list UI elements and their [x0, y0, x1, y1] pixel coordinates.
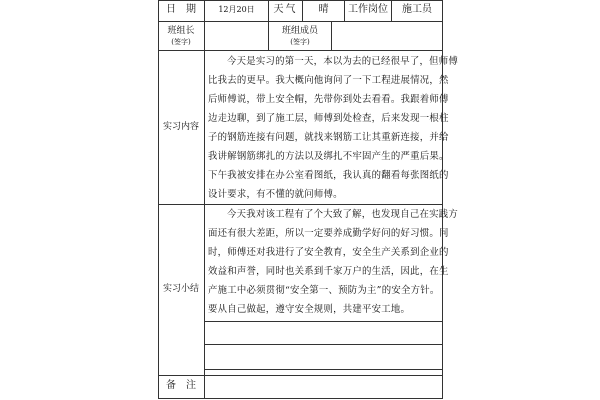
table-ruled-line [204, 344, 443, 345]
internship-log-form [158, 0, 459, 400]
content-line: 今天是实习的第一天，本以为去的已经很早了，但师傅 [227, 56, 459, 67]
team-leader-label: 班组长 [167, 26, 195, 36]
team-leader-sign-note: (签字) [171, 38, 191, 46]
content-line: 下午我被安排在办公室看图纸，我认真的翻看每张图纸的 [208, 170, 449, 181]
content-line: 后师傅说，带上安全帽，先带你到处去看看。我跟着师傅 [208, 94, 449, 105]
summary-line: 要从自己做起，遵守安全规则，共建平安工地。 [208, 304, 411, 315]
summary-line: 今天我对该工程有了个大致了解，也发现自己在实践方 [227, 209, 459, 220]
date-value: 12月20日 [218, 5, 255, 14]
summary-line: 面还有很大差距，所以一定要养成勤学好问的好习惯。同 [208, 228, 449, 239]
team-members-sign-note: (签字) [290, 38, 310, 46]
table-border-top [158, 0, 443, 1]
team-members-label: 班组成员 [281, 26, 318, 36]
weather-value: 晴 [318, 4, 329, 15]
date-label: 日期 [166, 4, 206, 15]
table-border-left [158, 0, 159, 399]
content-line: 子的钢筋连接有问题，就找来钢筋工让其重新连接，并给 [208, 132, 449, 143]
table-border-bottom [158, 398, 443, 399]
table-rule [158, 21, 443, 22]
table-ruled-line [204, 321, 443, 322]
summary-line: 时，师傅还对我进行了安全教育，安全生产关系到企业的 [208, 247, 449, 258]
position-label: 工作岗位 [348, 4, 388, 15]
table-rule [158, 204, 443, 205]
table-rule [158, 50, 443, 51]
internship-content-label: 实习内容 [162, 122, 199, 132]
content-line: 设计要求，有不懂的就问师傅。 [208, 189, 343, 200]
table-rule [204, 0, 205, 399]
weather-label: 天气 [273, 4, 298, 15]
table-ruled-line [204, 369, 443, 370]
content-line: 比我去的更早。我大概向他询问了一下工程进展情况，然 [208, 75, 449, 86]
table-rule [158, 375, 443, 376]
summary-line: 效益和声誉，同时也关系到千家万户的生活，因此，在生 [208, 266, 449, 277]
internship-summary-label: 实习小结 [162, 284, 199, 294]
content-line: 我讲解钢筋绑扎的方法以及绑扎不牢固产生的严重后果。 [208, 151, 449, 162]
summary-line: 产施工中必须贯彻“安全第一、预防为主”的安全方针。 [208, 285, 440, 296]
content-line: 边走边聊，到了施工层，师傅到处检查，后来发现一根柱 [208, 113, 449, 124]
remarks-label: 备注 [166, 380, 206, 391]
table-rule [331, 22, 332, 51]
position-value: 施工员 [402, 4, 432, 15]
